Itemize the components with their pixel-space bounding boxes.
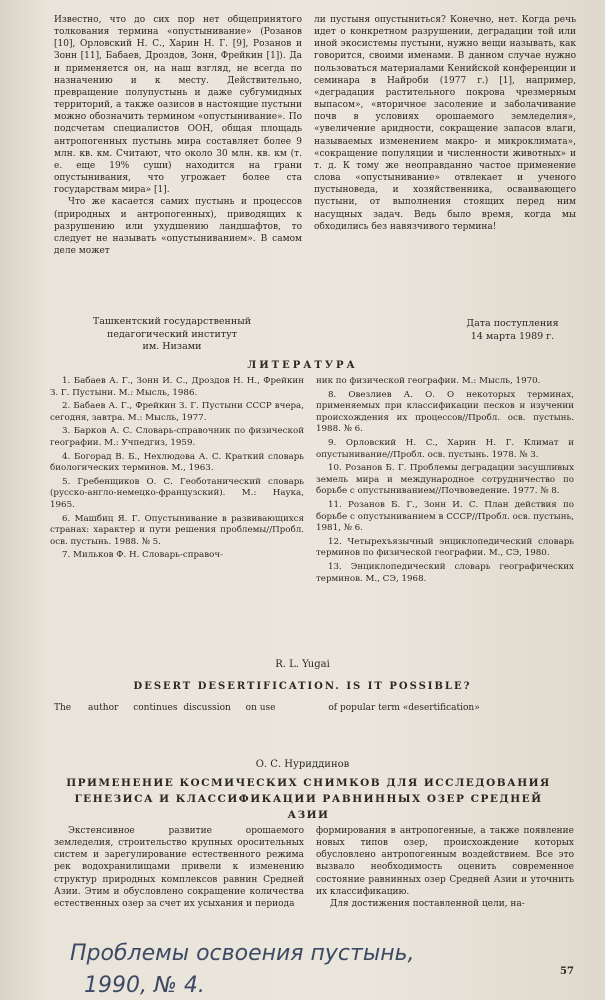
article-body-right-column	[314, 14, 576, 233]
references-left-column	[50, 376, 304, 564]
reference-item: 7. Мильков Ф. Н. Словарь-справоч-	[62, 550, 224, 561]
reference-item: 4. Богорад В. Б., Нехлюдова А. С. Краткий словарь биологических терминов. М., 1963.	[50, 451, 304, 474]
reference-item: 11. Розанов Б. Г., Зонн И. С. План действия по борьбе с опустыниванием в СССР//Пробл. осв. пустынь, 1981, № 6.	[316, 499, 574, 534]
received-date	[450, 318, 575, 343]
abstract-word: discussion	[183, 703, 231, 713]
abstract-word: on use	[245, 703, 276, 713]
english-author: R. L. Yugai	[275, 659, 330, 670]
reference-item: 9. Орловский Н. С., Харин Н. Г. Климат и опустынивание//Пробл. осв. пустынь. 1978. № 3.	[316, 437, 574, 460]
affiliation-line: им. Низами	[142, 341, 202, 352]
reference-item: 6. Машбиц Я. Г. Опустынивание в развивающихся странах: характер и пути решения проблемы//Пробл. осв. пустынь. 1988. № 5.	[50, 513, 304, 547]
abstract-word: continues	[133, 703, 178, 713]
reference-item: 3. Барков А. С. Словарь-справочник по физической географии. М.: Учпедгиз, 1959.	[50, 426, 304, 448]
russian-title: ПРИМЕНЕНИЕ КОСМИЧЕСКИХ СНИМКОВ ДЛЯ ИССЛЕДОВАНИЯ ГЕНЕЗИСА И КЛАССИФИКАЦИИ РАВНИННЫХ ОЗЕР СРЕДНЕЙ АЗИИ	[66, 777, 551, 821]
abstract-word: author	[88, 703, 119, 713]
english-title: DESERT DESERTIFICATION. IS IT POSSIBLE?	[133, 681, 472, 692]
abstract-word: The	[54, 703, 72, 713]
received-label: Дата поступления	[466, 318, 559, 329]
russian-author: О. С. Нуриддинов	[255, 759, 350, 770]
second-article-left-column	[54, 825, 304, 910]
affiliation-line: Ташкентский государственный	[92, 316, 252, 327]
reference-item: 2. Бабаев А. Г., Фрейкин З. Г. Пустыни СССР вчера, сегодня, завтра. М.: Мысль, 1977.	[50, 401, 304, 423]
body-paragraph: Что же касается самих пустынь и процессов (природных и антропогенных), приводящих к разрушению или ухудшению ландшафтов, то следует не называть «опустыниванием». В самом деле может	[54, 197, 302, 256]
abstract-word: of popular term «desertification»	[328, 703, 480, 713]
second-article-right-column	[316, 825, 574, 910]
author-affiliation	[62, 316, 282, 354]
affiliation-line: педагогический институт	[107, 328, 237, 340]
reference-item: 12. Четырехъязычный энциклопедический словарь терминов по физической географии. М., СЭ, 1980.	[316, 536, 574, 559]
handwritten-line: Проблемы освоения пустынь,	[70, 941, 415, 966]
reference-item: 8. Овезлиев А. О. О некоторых терминах, применяемых при классификации песков и изучении происхождения их процессов//Пробл. осв. пустынь. 1988. № 6.	[316, 389, 574, 435]
body-paragraph: Экстенсивное развитие орошаемого земледелия, строительство крупных оросительных систем и зарегулирование естественного режима рек водохранилищами привели к изменению структур природных комплексов равнин Средней Азии. Этим и обусловлено сокращение количества естественных озер за счет их усыхания и периода	[54, 826, 304, 909]
body-paragraph: Известно, что до сих пор нет общепринятого толкования термина «опустынивание» (Розанов [10], Орловский Н. С., Харин Н. Г. [9], Розанов и Зонн [11], Бабаев, Дроздов, Зонн, Фрейкин [1]). Да и применяется он, на наш взгляд, не всегда по назначению и к месту. Действительно, превращение полупустынь и даже субгумидных территорий, а также оазисов в настоящие пустыни можно обозначить термином «опустынивание». По подсчетам специалистов ООН, общая площадь антропогенных пустынь мира составляет более 9 млн. кв. км. Считают, что около 30 млн. кв. км (т. е. еще 19% суши) находится на грани опустынивания, что угрожает более ста государствам мира» [1].	[54, 15, 302, 196]
body-paragraph: ли пустыня опустыниться? Конечно, нет. Когда речь идет о конкретном разрушении, деградации той или иной экосистемы пустыни, нужно вещи называть, как говорится, своими именами. В данном случае нужно пользоваться материалами Кенийской конференции и семинара в Найроби (1977 г.) [1], например, «деградация растительного покрова чрезмерным выпасом», «вторичное засоление и заболачивание почв в условиях орошаемого земледелия», «увеличение аридности, сокращение запасов влаги, называемых изменением макро- и микроклимата», «сокращение популяции и численности животных» и т. д. К тому же неоправданно частое применение слова «опустынивание» отвлекает и ученого пустыноведа, и хозяйственника, осваивающего пустыни, от выполнения стоящих перед ним насущных задач. Ведь было время, когда мы обходились без навязчивого термина!	[314, 15, 576, 232]
reference-item: ник по физической географии. М.: Мысль, 1970.	[316, 376, 541, 386]
references-right-column	[316, 376, 574, 587]
handwritten-line: 1990, № 4.	[84, 973, 205, 998]
english-abstract	[54, 703, 574, 713]
reference-item: 10. Розанов Б. Г. Проблемы деградации засушливых земель мира и международное сотрудничество по борьбе с опустыниванием//Почвоведение. 1977. № 8.	[316, 463, 574, 497]
page-number: 57	[560, 966, 574, 977]
reference-item: 5. Гребенщиков О. С. Геоботанический словарь (русско-англо-немецко-французский). М.: Наука, 1965.	[50, 476, 304, 510]
body-paragraph: Для достижения поставленной цели, на-	[330, 898, 525, 909]
body-paragraph: формирования в антропогенные, а также появление новых типов озер, происхождение которых обусловлено антропогенным воздействием. Все это вызвало необходимость оценить современное состояние равнинных озер Средней Азии и уточнить их классификацию.	[316, 826, 574, 897]
literature-heading: ЛИТЕРАТУРА	[247, 360, 358, 371]
received-value: 14 марта 1989 г.	[470, 330, 555, 342]
reference-item: 13. Энциклопедический словарь географических терминов. М., СЭ, 1968.	[316, 561, 574, 584]
handwritten-note	[70, 936, 540, 1000]
article-body-left-column	[54, 14, 302, 257]
reference-item: 1. Бабаев А. Г., Зонн И. С., Дроздов Н. Н., Фрейкин З. Г. Пустыни. М.: Мысль, 1986.	[50, 376, 304, 398]
